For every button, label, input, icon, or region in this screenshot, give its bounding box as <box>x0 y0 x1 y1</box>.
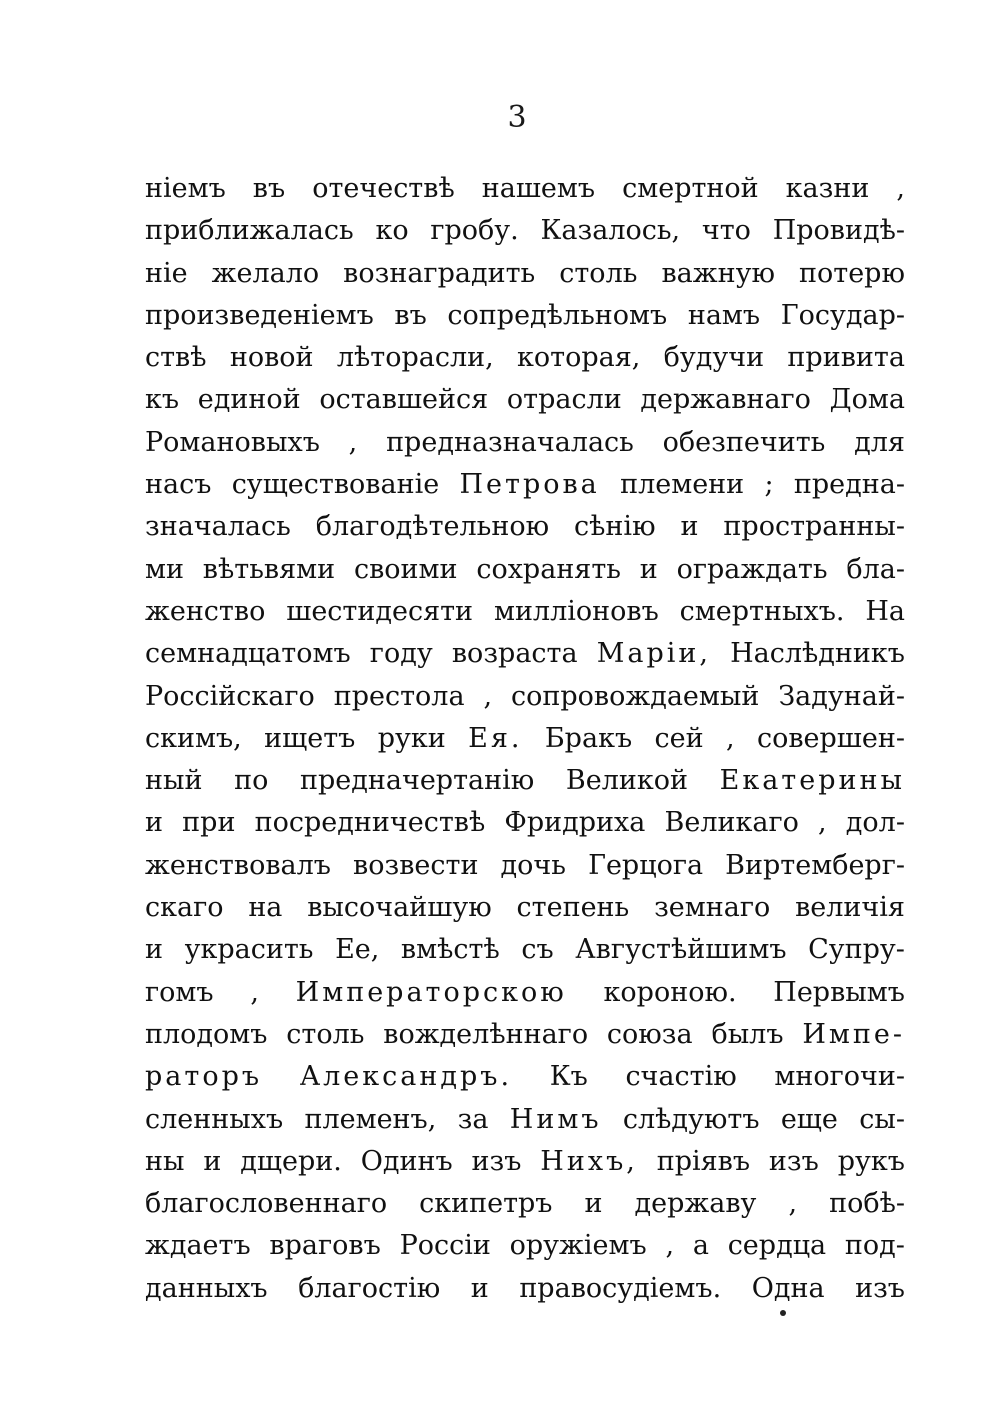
word: Ее, <box>335 934 380 966</box>
word: племени <box>620 469 745 501</box>
ink-speck <box>780 1310 786 1316</box>
word: намъ <box>687 299 761 331</box>
word: скимъ, <box>145 722 242 754</box>
word: столь <box>559 257 638 289</box>
word: украсить <box>184 934 314 966</box>
word: своими <box>353 553 458 585</box>
word: насъ <box>145 469 212 501</box>
word: существованiе <box>231 469 440 501</box>
text-line <box>145 1225 905 1267</box>
word: которая, <box>517 342 641 374</box>
word: Одинъ <box>360 1145 453 1177</box>
word: предна- <box>793 469 905 501</box>
word: Супру- <box>808 934 905 966</box>
word: единой <box>197 384 301 416</box>
word: ствѣ <box>145 342 207 374</box>
word: Александръ. <box>299 1061 513 1093</box>
text-line <box>145 972 905 1014</box>
word: Романовыхъ <box>145 426 320 458</box>
word: женство <box>145 595 266 627</box>
word: шестидесяти <box>286 595 474 627</box>
text-line <box>145 253 905 295</box>
word: прiявъ <box>656 1145 751 1177</box>
word: степень <box>516 892 630 924</box>
word: будучи <box>663 342 765 374</box>
word: Императорскою <box>295 976 567 1008</box>
word: вмѣстѣ <box>400 934 500 966</box>
word: сопредѣльномъ <box>447 299 668 331</box>
word: сленныхъ <box>145 1103 284 1135</box>
word: благостiю <box>298 1272 441 1304</box>
word: Провидѣ- <box>772 215 905 247</box>
word: ко <box>375 215 409 247</box>
word: Наслѣдникъ <box>730 638 905 670</box>
word: нiемъ <box>145 173 226 204</box>
word: изъ <box>855 1272 905 1304</box>
word: ный <box>145 765 203 797</box>
text-line <box>145 1268 905 1310</box>
word: изъ <box>471 1145 522 1177</box>
word: племенъ, <box>304 1103 437 1135</box>
word: престола <box>333 680 465 712</box>
word: руки <box>377 722 446 754</box>
word: пространны- <box>723 511 905 543</box>
word: ; <box>764 469 774 501</box>
word: На <box>865 595 905 627</box>
text-line <box>145 210 905 252</box>
word: данныхъ <box>145 1272 268 1304</box>
text-line <box>145 1014 905 1056</box>
word: при <box>182 807 236 839</box>
word: совершен- <box>756 722 905 754</box>
word: короною. <box>603 976 737 1008</box>
word: возраста <box>451 638 578 670</box>
word: Россiи <box>399 1230 491 1262</box>
word: для <box>854 426 905 458</box>
word: вознаградить <box>343 257 536 289</box>
word: значалась <box>145 511 291 543</box>
word: Государ- <box>780 299 905 331</box>
word: Дома <box>829 384 905 416</box>
text-line <box>145 1099 905 1141</box>
word: смертной <box>622 173 759 204</box>
word: Задунай- <box>778 680 905 712</box>
text-line <box>145 676 905 718</box>
word: вѣтьвями <box>202 553 336 585</box>
word: скаго <box>145 892 224 924</box>
word: Импе- <box>802 1018 905 1050</box>
text-line <box>145 1183 905 1225</box>
word: лѣторасли, <box>336 342 494 374</box>
word: , <box>896 173 905 204</box>
text-line <box>145 887 905 929</box>
word: ми <box>145 553 184 585</box>
word: плодомъ <box>145 1018 268 1050</box>
word: казни <box>785 173 870 204</box>
text-line <box>145 168 905 210</box>
word: раторъ <box>145 1061 263 1093</box>
word: нашемъ <box>481 173 596 204</box>
word: важную <box>661 257 775 289</box>
word: дщери. <box>240 1145 342 1177</box>
word: высочайшую <box>307 892 492 924</box>
word: съ <box>521 934 554 966</box>
word: что <box>701 215 751 247</box>
word: еще <box>780 1103 838 1135</box>
word: сердца <box>727 1230 827 1262</box>
word: и <box>145 934 163 966</box>
word: Петрова <box>459 469 600 501</box>
word: Екатерины <box>719 765 905 797</box>
word: , <box>788 1188 798 1220</box>
word: смертныхъ. <box>679 595 845 627</box>
word: Россiйскаго <box>145 680 315 712</box>
word: былъ <box>711 1018 784 1050</box>
word: гомъ <box>145 976 214 1008</box>
word: державу <box>634 1188 757 1220</box>
word: , <box>665 1230 675 1262</box>
text-line <box>145 379 905 421</box>
word: дол- <box>845 807 905 839</box>
word: Виртемберг- <box>725 849 905 881</box>
word: ждаетъ <box>145 1230 251 1262</box>
word: побѣ- <box>829 1188 905 1220</box>
word: сопровождаемый <box>510 680 760 712</box>
word: Нихъ, <box>540 1145 638 1177</box>
word: обезпечить <box>662 426 826 458</box>
text-line <box>145 549 905 591</box>
word: слѣдуютъ <box>622 1103 760 1135</box>
word: привита <box>787 342 905 374</box>
word: рукъ <box>837 1145 905 1177</box>
text-line <box>145 633 905 675</box>
word: , <box>725 722 735 754</box>
text-line <box>145 718 905 760</box>
word: под- <box>844 1230 905 1262</box>
word: произведенiемъ <box>145 299 374 331</box>
word: столь <box>286 1018 365 1050</box>
text-line <box>145 591 905 633</box>
word: отрасли <box>506 384 622 416</box>
word: посредничествѣ <box>254 807 486 839</box>
word: , <box>818 807 827 839</box>
word: дочь <box>500 849 566 881</box>
word: году <box>369 638 433 670</box>
word: въ <box>252 173 286 204</box>
word: Бракъ <box>544 722 633 754</box>
word: Одна <box>751 1272 825 1304</box>
word: оружiемъ <box>509 1230 647 1262</box>
word: предначертанiю <box>300 765 535 797</box>
word: , <box>483 680 493 712</box>
word: и <box>145 807 163 839</box>
text-line <box>145 845 905 887</box>
word: и <box>680 511 699 543</box>
word: враговъ <box>269 1230 381 1262</box>
word: союза <box>606 1018 693 1050</box>
word: бла- <box>846 553 905 585</box>
word: на <box>248 892 283 924</box>
word: Нимъ <box>509 1103 602 1135</box>
page-number: 3 <box>507 100 527 135</box>
word: приближалась <box>145 215 354 247</box>
word: скипетръ <box>419 1188 553 1220</box>
word: сѣнiю <box>574 511 656 543</box>
word: миллiоновъ <box>493 595 659 627</box>
word: потерю <box>799 257 905 289</box>
word: державнаго <box>640 384 811 416</box>
word: ищетъ <box>264 722 356 754</box>
word: благословеннаго <box>145 1188 388 1220</box>
word: нiе <box>145 257 188 289</box>
word: по <box>234 765 269 797</box>
text-line <box>145 760 905 802</box>
word: многочи- <box>774 1061 905 1093</box>
word: и <box>203 1145 222 1177</box>
word: сохранять <box>476 553 621 585</box>
word: благодѣтельною <box>315 511 550 543</box>
text-line <box>145 1056 905 1098</box>
word: , <box>250 976 259 1008</box>
text-line <box>145 337 905 379</box>
word: женствовалъ <box>145 849 331 881</box>
text-line <box>145 802 905 844</box>
word: правосудiемъ. <box>519 1272 722 1304</box>
word: и <box>584 1188 603 1220</box>
word: а <box>692 1230 709 1262</box>
word: желало <box>211 257 320 289</box>
word: ны <box>145 1145 185 1177</box>
word: вожделѣннаго <box>383 1018 589 1050</box>
word: Ея. <box>468 722 523 754</box>
word: Къ <box>549 1061 588 1093</box>
word: сей <box>654 722 704 754</box>
word: Великой <box>565 765 688 797</box>
word: Первымъ <box>773 976 905 1008</box>
word: счастiю <box>625 1061 737 1093</box>
word: изъ <box>768 1145 819 1177</box>
word: и <box>639 553 658 585</box>
word: въ <box>394 299 427 331</box>
word: земнаго <box>654 892 771 924</box>
word: оставшейся <box>319 384 489 416</box>
word: , <box>348 426 358 458</box>
word: ограждать <box>676 553 828 585</box>
word: Казалось, <box>540 215 681 247</box>
word: возвести <box>353 849 479 881</box>
word: гробу. <box>430 215 519 247</box>
word: предназначалась <box>386 426 634 458</box>
word: за <box>457 1103 489 1135</box>
word: Августѣйшимъ <box>575 934 787 966</box>
word: отечествѣ <box>312 173 455 204</box>
text-line <box>145 506 905 548</box>
text-line <box>145 464 905 506</box>
word: Великаго <box>664 807 799 839</box>
word: величiя <box>795 892 905 924</box>
text-line <box>145 1141 905 1183</box>
body-text <box>145 168 905 1310</box>
word: Марiи, <box>596 638 711 670</box>
word: Герцога <box>588 849 704 881</box>
word: Фридриха <box>504 807 646 839</box>
word: новой <box>229 342 314 374</box>
word: семнадцатомъ <box>145 638 351 670</box>
word: сы- <box>859 1103 905 1135</box>
word: и <box>470 1272 489 1304</box>
text-line <box>145 295 905 337</box>
text-line <box>145 929 905 971</box>
word: къ <box>145 384 180 416</box>
text-line <box>145 422 905 464</box>
